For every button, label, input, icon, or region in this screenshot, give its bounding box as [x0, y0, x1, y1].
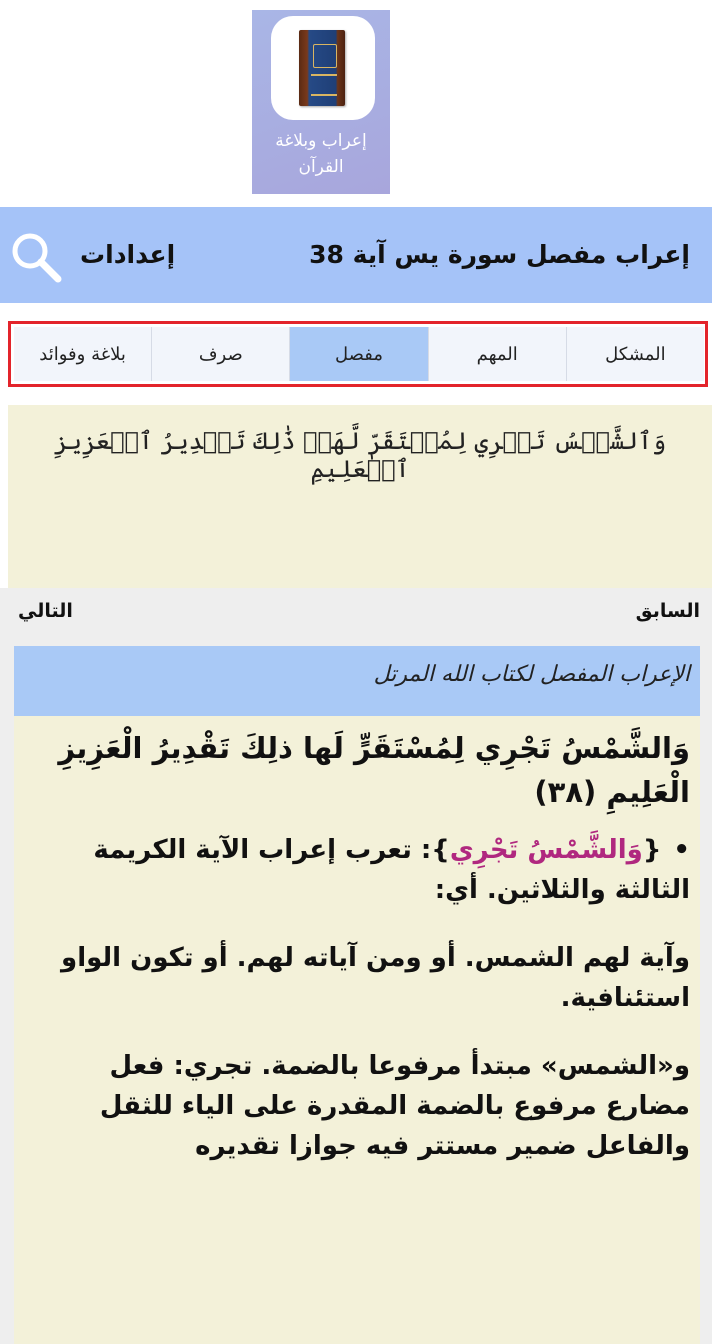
- irab-paragraph-3: و«الشمس» مبتدأ مرفوعا بالضمة. تجري: فعل مضارع مرفوع بالضمة المقدرة على الياء للثقل والفاعل ضمير مستتر فيه جوازا تقديره: [99, 1051, 690, 1161]
- book-title-bar: [14, 646, 700, 716]
- top-bar: [0, 207, 712, 303]
- bullet: •: [673, 835, 690, 865]
- ayah-full-text: وَالشَّمْسُ تَجْرِي لِمُسْتَقَرٍّ لَها ذلِكَ تَقْدِيرُ الْعَزِيزِ الْعَلِيمِ (٣٨): [58, 731, 690, 809]
- settings-button[interactable]: إعدادات: [80, 240, 176, 269]
- next-button[interactable]: التالي: [18, 600, 73, 622]
- search-icon: [8, 229, 66, 287]
- app-launcher-tile[interactable]: [252, 10, 390, 194]
- tab-sarf[interactable]: صرف: [151, 327, 289, 381]
- verse-text: وَٱلشَّمۡسُ تَجۡرِي لِمُسۡتَقَرّٖ لَّهَاۚ ذَٰلِكَ تَقۡدِيرُ ٱلۡعَزِيزِ ٱلۡعَلِيمِ: [53, 427, 667, 483]
- highlighted-phrase: وَالشَّمْسُ تَجْرِي: [449, 835, 643, 865]
- app-name-line2: القرآن: [298, 157, 344, 177]
- tab-mushkil[interactable]: المشكل: [566, 327, 704, 381]
- verse-panel: [8, 405, 712, 588]
- book-title: الإعراب المفصل لكتاب الله المرتل: [373, 662, 690, 687]
- page-title: إعراب مفصل سورة يس آية 38: [309, 240, 690, 269]
- tab-mufassal[interactable]: مفصل: [289, 327, 427, 381]
- search-button[interactable]: [8, 229, 66, 287]
- verse-navigation: [0, 588, 712, 640]
- content-area: [0, 640, 712, 1344]
- app-icon[interactable]: [271, 16, 375, 120]
- app-name: [252, 128, 390, 180]
- brace-close: }: [431, 835, 450, 865]
- previous-button[interactable]: السابق: [635, 600, 700, 622]
- tab-bar: [14, 327, 704, 381]
- paragraph-1-text: : تعرب إعراب الآية الكريمة الثالثة والثلاثين. أي:: [93, 835, 690, 905]
- tab-balagha[interactable]: بلاغة وفوائد: [39, 343, 126, 365]
- irab-paragraph-2: وآية لهم الشمس. أو ومن آياته لهم. أو تكون الواو استئنافية.: [61, 943, 690, 1013]
- content-panel[interactable]: [14, 646, 700, 1344]
- brace-open: {: [642, 835, 662, 865]
- book-icon: [299, 30, 345, 106]
- app-name-line1: إعراب وبلاغة: [275, 131, 367, 151]
- irab-paragraph-1: [24, 830, 690, 910]
- irab-text: [24, 726, 690, 1194]
- tab-muhim[interactable]: المهم: [428, 327, 566, 381]
